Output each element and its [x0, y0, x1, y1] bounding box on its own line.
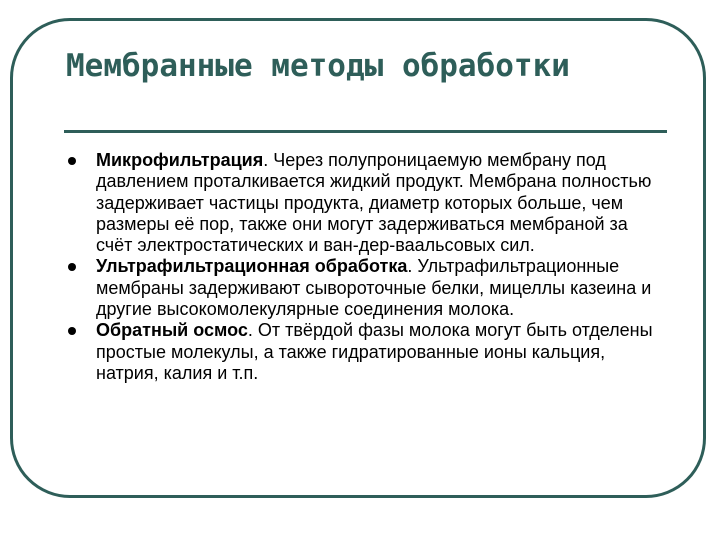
title-underline [64, 130, 667, 133]
bullet-term: Микрофильтрация [96, 150, 264, 170]
bullet-term: Обратный осмос [96, 320, 248, 341]
bullet-item-ultrafiltration [64, 256, 664, 320]
bullet-dot-icon [68, 157, 76, 165]
bullet-text: . Ультрафильтрационные мембраны задерживают сывороточные белки, мицеллы казеина и другие высокомолекулярные соединения молока. [96, 256, 652, 320]
bullet-item-microfiltration [64, 150, 664, 256]
bullet-item-reverse-osmosis [64, 320, 664, 384]
bullet-term: Ультрафильтрационная обработка [96, 256, 408, 277]
bullet-list [64, 150, 664, 384]
bullet-dot-icon [68, 263, 76, 271]
slide-title: Мембранные методы обработки [66, 48, 570, 84]
bullet-text: . Через полупроницаемую мембрану под давлением проталкивается жидкий продукт. Мембрана полностью задерживает частицы продукта, диаметр которых больше, чем размеры её пор, также они могут задерживаться мембраной за счёт электростатических и ван-дер-ваальсовых сил. [96, 150, 652, 256]
bullet-dot-icon [68, 327, 76, 335]
bullet-text: . От твёрдой фазы молока могут быть отделены простые молекулы, а также гидратированные ионы кальция, натрия, калия и т.п. [96, 320, 653, 383]
